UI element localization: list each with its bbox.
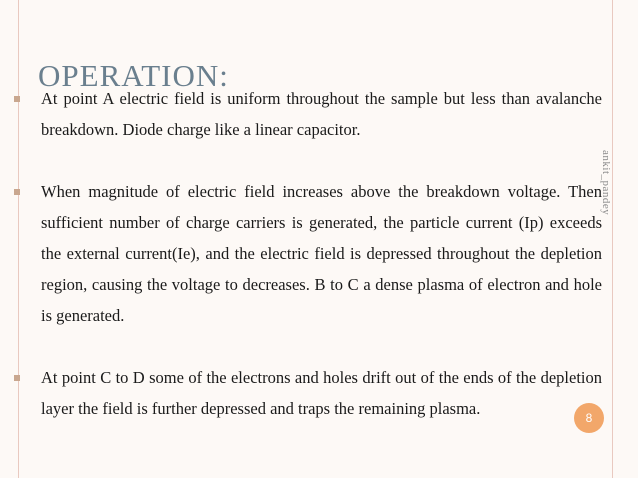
bullet-marker-icon [14,176,22,207]
bullet-text: When magnitude of electric field increases above the breakdown voltage. Then sufficient number of charge carriers is generated, the particle current (Ip) exceeds the external current(Ie), and the electric field is depressed throughout the depletion region, causing the voltage to decreases. B to C a dense plasma of electron and hole is generated. [41,182,602,325]
author-watermark: ankit_pandey [600,150,612,216]
bullet-text: At point A electric field is uniform throughout the sample but less than avalanche breakdown. Diode charge like a linear capacitor. [41,89,602,139]
right-margin-rule [612,0,613,478]
bullet-marker-icon [14,83,22,114]
bullet-list [14,83,602,424]
bullet-text: At point C to D some of the electrons and holes drift out of the ends of the depletion layer the field is further depressed and traps the remaining plasma. [41,368,602,418]
page-number-badge: 8 [574,403,604,433]
bullet-item [14,176,602,331]
bullet-item [14,362,602,424]
slide-title: OPERATION: [38,58,229,93]
bullet-marker-icon [14,362,22,393]
